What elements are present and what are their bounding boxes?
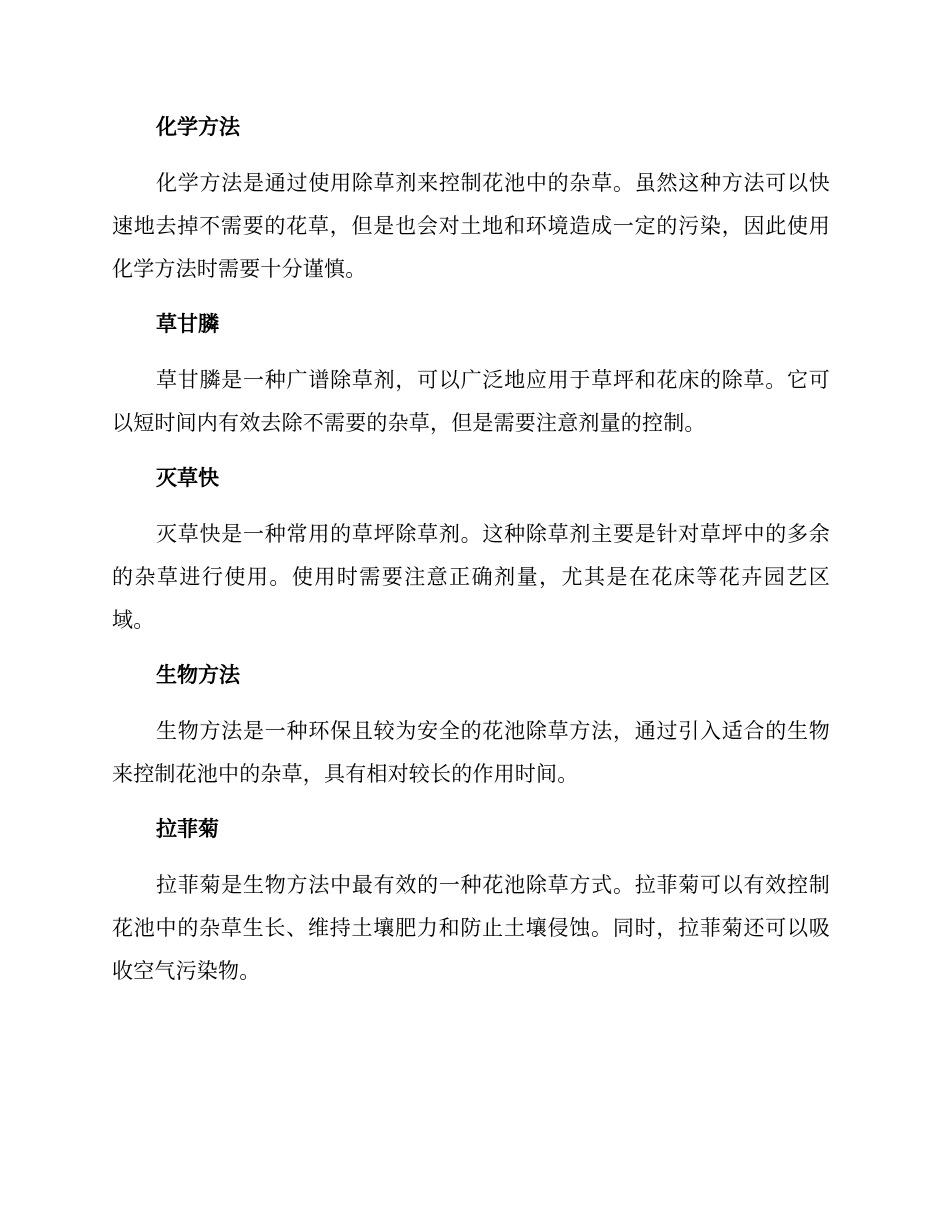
section-paragraph-lafeiju: 拉菲菊是生物方法中最有效的一种花池除草方式。拉菲菊可以有效控制花池中的杂草生长、维持土壤肥力和防止土壤侵蚀。同时，拉菲菊还可以吸收空气污染物。	[112, 873, 830, 983]
document-page	[112, 108, 830, 993]
section-paragraph-biological: 生物方法是一种环保且较为安全的花池除草方法，通过引入适合的生物来控制花池中的杂草，具有相对较长的作用时间。	[112, 719, 830, 786]
section-paragraph-glyphosate: 草甘膦是一种广谱除草剂，可以广泛地应用于草坪和花床的除草。它可以短时间内有效去除不需要的杂草，但是需要注意剂量的控制。	[112, 368, 830, 435]
section-heading-glyphosate: 草甘膦	[156, 312, 219, 336]
section-heading-biological: 生物方法	[156, 663, 240, 687]
section-paragraph-miecaokuai: 灭草快是一种常用的草坪除草剂。这种除草剂主要是针对草坪中的多余的杂草进行使用。使用时需要注意正确剂量，尤其是在花床等花卉园艺区域。	[112, 522, 830, 632]
section-paragraph-chemical: 化学方法是通过使用除草剂来控制花池中的杂草。虽然这种方法可以快速地去掉不需要的花草，但是也会对土地和环境造成一定的污染，因此使用化学方法时需要十分谨慎。	[112, 171, 830, 281]
section-heading-lafeiju: 拉菲菊	[156, 817, 219, 841]
section-heading-miecaokuai: 灭草快	[156, 466, 219, 490]
section-heading-chemical: 化学方法	[156, 115, 240, 139]
